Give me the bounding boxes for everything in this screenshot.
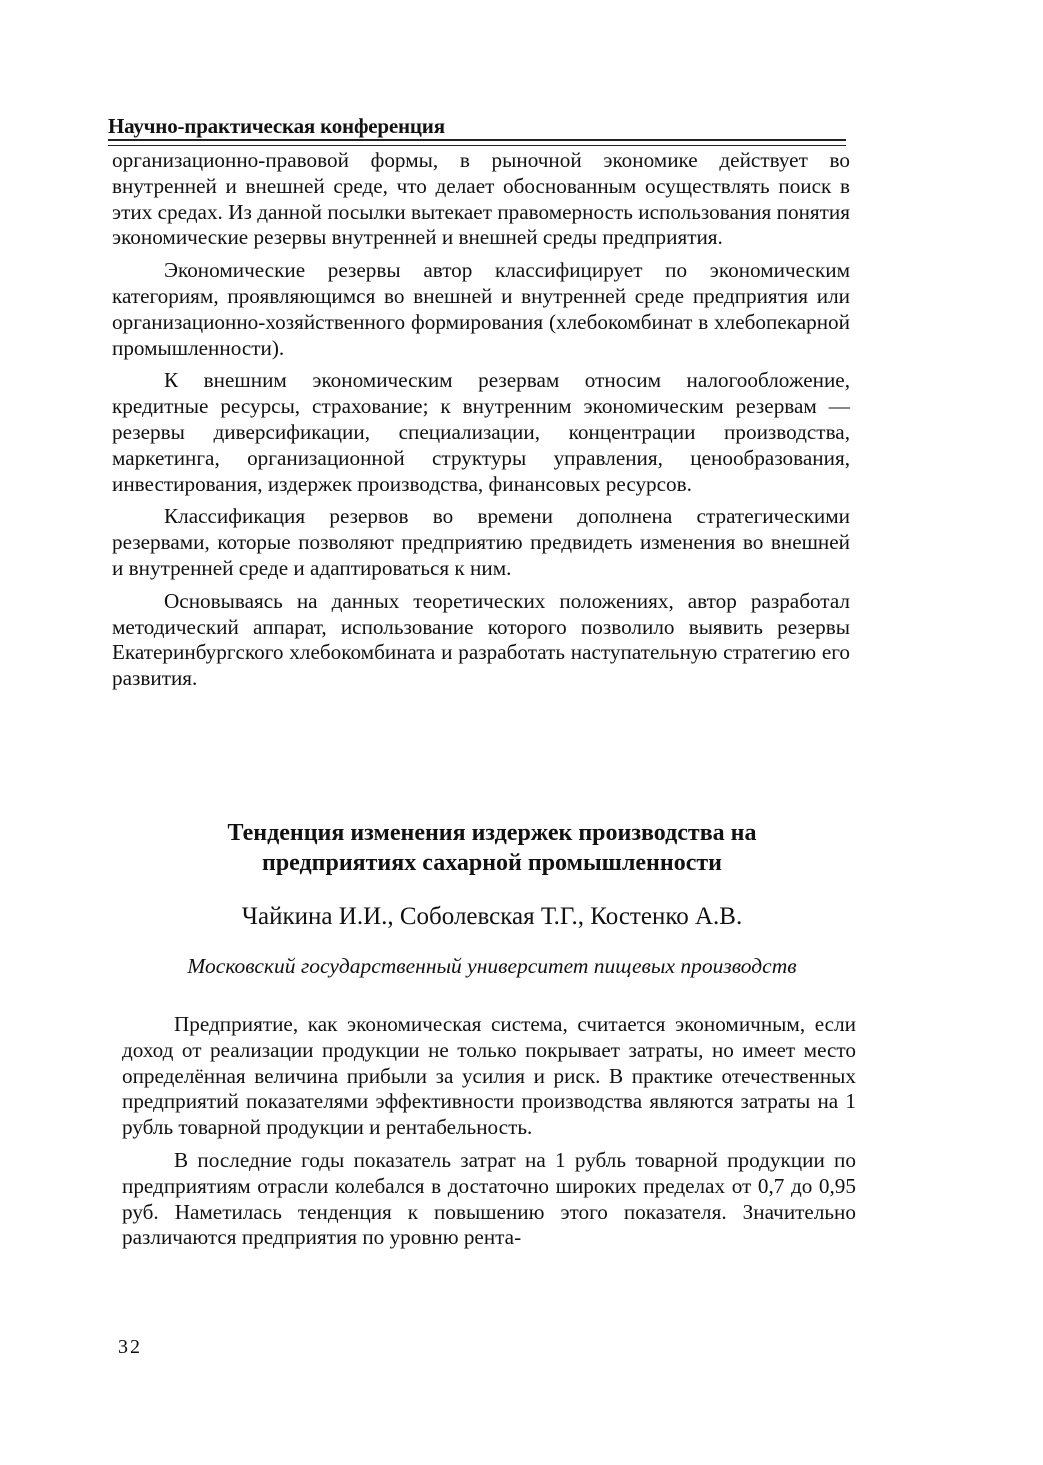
paragraph: организационно-правовой формы, в рыночной экономике действует во внутренней и внешней среде, что делает обоснованным осуществлять поиск в этих средах. Из данной посылки вытекает правомерность использования понятия экономические резервы внутренней и внешней среды предприятия. [112,148,850,250]
paragraph: Классификация резервов во времени дополнена стратегическими резервами, которые позволяют предприятию предвидеть изменения во внешней и внутренней среде и адаптироваться к ним. [112,504,850,580]
paragraph: Экономические резервы автор классифицирует по экономическим категориям, проявляющимся во внешней и внутренней среде предприятия или организационно-хозяйственного формирования (хлебокомбинат в хлебопекарной промышленности). [112,258,850,360]
article-title [112,818,872,878]
paragraph: Основываясь на данных теоретических положениях, автор разработал методический аппарат, использование которого позволило выявить резервы Екатеринбургского хлебокомбината и разработать наступательную стратегию его развития. [112,588,850,691]
article-authors: Чайкина И.И., Соболевская Т.Г., Костенко А.В. [241,903,743,930]
article-title-line-2: предприятиях сахарной промышленности [262,850,722,876]
page-number: 32 [118,1336,142,1358]
article-body [122,1012,856,1258]
paragraph: К внешним экономическим резервам относим налогообложение, кредитные ресурсы, страхование; к внутренним экономическим резервам — резервы диверсификации, специализации, концентрации производства, маркетинга, организационной структуры управления, ценообразования, инвестирования, издержек производства, финансовых ресурсов. [112,368,850,496]
continued-text [112,148,850,699]
header-rule-top [108,139,846,141]
article-affiliation: Московский государственный университет пищевых производств [187,954,797,978]
running-header: Научно-практическая конференция [108,114,445,138]
article-title-line-1: Тенденция изменения издержек производства на [227,820,757,846]
header-rule-bottom [108,145,846,146]
paragraph: В последние годы показатель затрат на 1 рубль товарной продукции по предприятиям отрасли колебался в достаточно широких пределах от 0,7 до 0,95 руб. Наметилась тенденция к повышению этого показателя. Значительно различаются предприятия по уровню рента- [122,1147,856,1250]
paragraph: Предприятие, как экономическая система, считается экономичным, если доход от реализации продукции не только покрывает затраты, но имеет место определённая величина прибыли за усилия и риск. В практике отечественных предприятий показателями эффективности производства являются затраты на 1 рубль товарной продукции и рентабельность. [122,1012,856,1140]
